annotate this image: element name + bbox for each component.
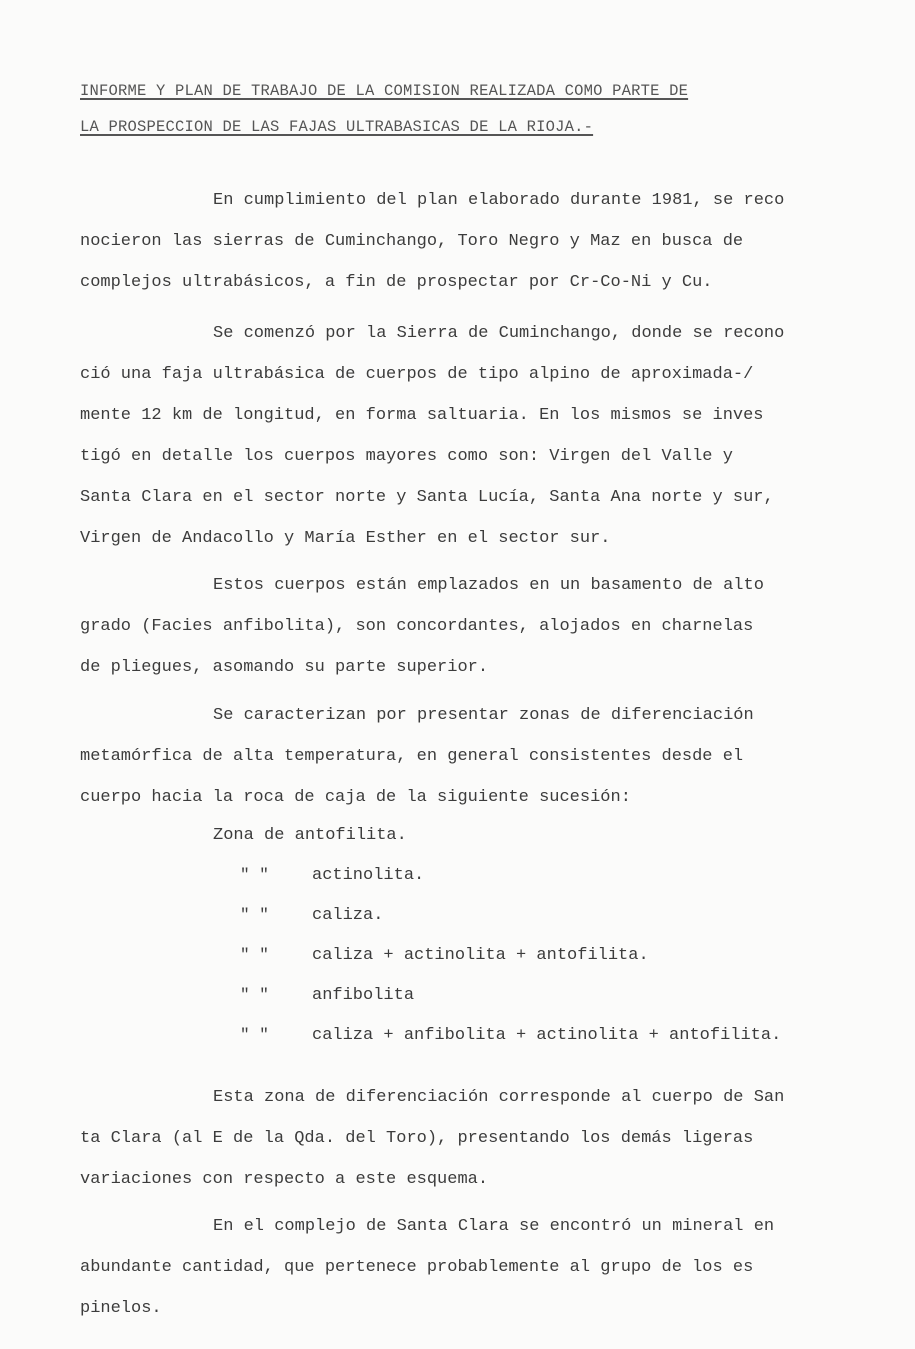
ditto-mark: " " bbox=[240, 866, 269, 884]
paragraph-line: metamórfica de alta temperatura, en general consistentes desde el bbox=[80, 747, 744, 766]
zone-list-item: actinolita. bbox=[312, 866, 425, 885]
ditto-mark: " " bbox=[240, 1026, 269, 1044]
zone-list-item: caliza + actinolita + antofilita. bbox=[312, 946, 649, 965]
paragraph-line: pinelos. bbox=[80, 1299, 162, 1318]
paragraph-6 bbox=[80, 1206, 774, 1329]
zone-list-first: Zona de antofilita. bbox=[213, 826, 407, 845]
paragraph-line: ta Clara (al E de la Qda. del Toro), presentando los demás ligeras bbox=[80, 1129, 754, 1148]
paragraph-line: nocieron las sierras de Cuminchango, Toro Negro y Maz en busca de bbox=[80, 232, 744, 251]
title-line-2: LA PROSPECCION DE LAS FAJAS ULTRABASICAS DE LA RIOJA.- bbox=[80, 118, 594, 136]
paragraph-line: grado (Facies anfibolita), son concordantes, alojados en charnelas bbox=[80, 617, 754, 636]
paragraph-line: complejos ultrabásicos, a fin de prospectar por Cr-Co-Ni y Cu. bbox=[80, 273, 713, 292]
ditto-mark: " " bbox=[240, 986, 269, 1004]
paragraph-5 bbox=[80, 1077, 784, 1200]
paragraph-line: tigó en detalle los cuerpos mayores como son: Virgen del Valle y bbox=[80, 447, 733, 466]
paragraph-4 bbox=[80, 695, 754, 818]
paragraph-line: de pliegues, asomando su parte superior. bbox=[80, 658, 489, 677]
paragraph-line: ció una faja ultrabásica de cuerpos de tipo alpino de aproximada-/ bbox=[80, 365, 754, 384]
zone-list-item: caliza. bbox=[312, 906, 384, 925]
paragraph-line: Santa Clara en el sector norte y Santa Lucía, Santa Ana norte y sur, bbox=[80, 488, 774, 507]
ditto-mark: " " bbox=[240, 946, 269, 964]
paragraph-2 bbox=[80, 313, 784, 559]
paragraph-3 bbox=[80, 565, 764, 688]
paragraph-line: Estos cuerpos están emplazados en un basamento de alto bbox=[213, 576, 764, 595]
paragraph-line: mente 12 km de longitud, en forma saltuaria. En los mismos se inves bbox=[80, 406, 764, 425]
paragraph-line: abundante cantidad, que pertenece probablemente al grupo de los es bbox=[80, 1258, 754, 1277]
title-line-1: INFORME Y PLAN DE TRABAJO DE LA COMISION REALIZADA COMO PARTE DE bbox=[80, 82, 689, 100]
paragraph-line: Se comenzó por la Sierra de Cuminchango, donde se recono bbox=[213, 324, 785, 343]
ditto-mark: " " bbox=[240, 906, 269, 924]
paragraph-line: Virgen de Andacollo y María Esther en el sector sur. bbox=[80, 529, 611, 548]
paragraph-line: En el complejo de Santa Clara se encontró un mineral en bbox=[213, 1217, 775, 1236]
paragraph-line: variaciones con respecto a este esquema. bbox=[80, 1170, 489, 1189]
paragraph-line: cuerpo hacia la roca de caja de la siguiente sucesión: bbox=[80, 788, 631, 807]
paragraph-1 bbox=[80, 180, 784, 303]
paragraph-line: Esta zona de diferenciación corresponde al cuerpo de San bbox=[213, 1088, 785, 1107]
zone-list-item: caliza + anfibolita + actinolita + antofilita. bbox=[312, 1026, 782, 1045]
zone-list-item: anfibolita bbox=[312, 986, 415, 1005]
paragraph-line: Se caracterizan por presentar zonas de diferenciación bbox=[213, 706, 754, 725]
paragraph-line: En cumplimiento del plan elaborado durante 1981, se reco bbox=[213, 191, 785, 210]
